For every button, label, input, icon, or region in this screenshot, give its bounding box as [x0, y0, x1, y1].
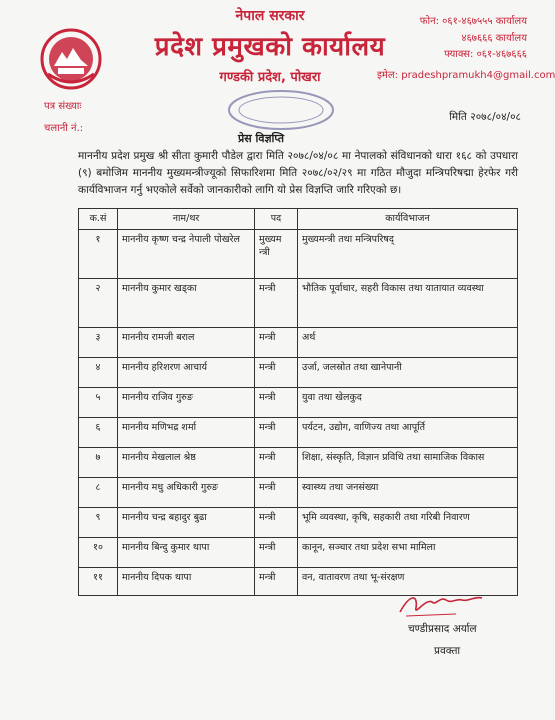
office-stamp-icon	[226, 88, 336, 132]
cell-serial: ५	[79, 388, 118, 418]
contact-block	[377, 14, 555, 84]
nepal-emblem-icon	[40, 28, 102, 90]
email-line[interactable]: इमेल: pradeshpramukh4@gmail.com	[377, 69, 555, 81]
cell-portfolio: युवा तथा खेलकुद	[298, 388, 518, 418]
dispatch-number-label: चलानी नं.:	[44, 123, 84, 134]
cell-portfolio: कानून, सञ्चार तथा प्रदेश सभा मामिला	[298, 538, 518, 568]
cell-post: मन्त्री	[255, 358, 298, 388]
cell-post: मन्त्री	[255, 279, 298, 328]
table-row	[79, 388, 518, 418]
government-name: नेपाल सरकार	[235, 8, 305, 24]
cabinet-table	[78, 208, 518, 596]
table-row	[79, 328, 518, 358]
header-serial: क.सं	[79, 209, 118, 230]
cell-portfolio: अर्थ	[298, 328, 518, 358]
cell-name: माननीय मेखलाल श्रेष्ठ	[118, 448, 255, 478]
cell-post: मन्त्री	[255, 478, 298, 508]
cell-portfolio: स्वास्थ्य तथा जनसंख्या	[298, 478, 518, 508]
cell-name: माननीय रामजी बराल	[118, 328, 255, 358]
table-header-row	[79, 209, 518, 230]
cell-post: मुख्यम न्त्री	[255, 230, 298, 279]
table-row	[79, 279, 518, 328]
cell-portfolio: भौतिक पूर्वाधार, सहरी विकास तथा यातायात व्यवस्था	[298, 279, 518, 328]
table-row	[79, 448, 518, 478]
cell-name: माननीय चन्द्र बहादुर बुढा	[118, 508, 255, 538]
phone-line-2: ४६७६६६ कार्यालय	[461, 32, 527, 44]
cell-portfolio: मुख्यमन्त्री तथा मन्त्रिपरिषद्	[298, 230, 518, 279]
cell-serial: ९	[79, 508, 118, 538]
cell-serial: २	[79, 279, 118, 328]
header-name: नाम/थर	[118, 209, 255, 230]
signatory-name: चण्डीप्रसाद अर्याल	[408, 623, 477, 635]
cell-name: माननीय कुमार खड्का	[118, 279, 255, 328]
cell-serial: ८	[79, 478, 118, 508]
cell-name: माननीय बिन्दु कुमार थापा	[118, 538, 255, 568]
cell-post: मन्त्री	[255, 328, 298, 358]
cell-serial: ३	[79, 328, 118, 358]
letter-number-label: पत्र संख्याः	[44, 101, 82, 112]
table-row	[79, 230, 518, 279]
table-row	[79, 478, 518, 508]
signature-icon	[396, 588, 486, 620]
cell-portfolio: भूमि व्यवस्था, कृषि, सहकारी तथा गरिबी निवारण	[298, 508, 518, 538]
header-portfolio: कार्यविभाजन	[298, 209, 518, 230]
office-location: गण्डकी प्रदेश, पोखरा	[219, 70, 321, 85]
header-post: पद	[255, 209, 298, 230]
cell-name: माननीय राजिव गुरुङ	[118, 388, 255, 418]
signatory-title: प्रवक्ता	[434, 645, 461, 657]
cell-portfolio: उर्जा, जलस्रोत तथा खानेपानी	[298, 358, 518, 388]
table-row	[79, 508, 518, 538]
cell-portfolio: शिक्षा, संस्कृति, विज्ञान प्रविधि तथा सामाजिक विकास	[298, 448, 518, 478]
cell-name: माननीय हरिशरण आचार्य	[118, 358, 255, 388]
office-name: प्रदेश प्रमुखको कार्यालय	[154, 32, 386, 62]
cell-post: मन्त्री	[255, 388, 298, 418]
cell-post: मन्त्री	[255, 538, 298, 568]
table-row	[79, 538, 518, 568]
fax-line: फ्याक्स: ०६१-४६७६६६	[444, 49, 527, 60]
cell-post: मन्त्री	[255, 568, 298, 596]
cell-name: माननीय दिपक थापा	[118, 568, 255, 596]
issue-date: मिति २०७८/०४/०८	[449, 111, 521, 123]
cell-post: मन्त्री	[255, 418, 298, 448]
cell-portfolio: वन, वातावरण तथा भू-संरक्षण	[298, 568, 518, 596]
cell-name: माननीय कृष्ण चन्द्र नेपाली पोखरेल	[118, 230, 255, 279]
press-release-title: प्रेस विज्ञप्ति	[238, 132, 285, 145]
letterhead	[120, 6, 420, 85]
table-row	[79, 418, 518, 448]
cell-serial: ६	[79, 418, 118, 448]
cell-serial: ११	[79, 568, 118, 596]
cell-serial: १०	[79, 538, 118, 568]
cell-name: माननीय मधु अधिकारी गुरुङ	[118, 478, 255, 508]
cell-serial: ४	[79, 358, 118, 388]
table-row	[79, 358, 518, 388]
cell-name: माननीय मणिभद्र शर्मा	[118, 418, 255, 448]
cell-serial: ७	[79, 448, 118, 478]
phone-line-1: फोन: ०६१-४६७५५५ कार्यालय	[419, 16, 527, 27]
press-release-body: माननीय प्रदेश प्रमुख श्री सीता कुमारी पौडेल द्वारा मिति २०७८/०४/०८ मा नेपालको संविधानको धारा १६८ को उपधारा (९) बमोजिम माननीय मुख्यमन्त्रीज्यूको सिफारिशमा मिति २०७८/०२/२९ मा गठित मौजुदा मन्त्रिपरिषद्मा हेरफेर गरी कार्यविभाजन गर्नु भएकोले सर्वेको जानकारीको लागि यो प्रेस विज्ञप्ति जारि गरिएको छ।	[78, 150, 518, 196]
cell-post: मन्त्री	[255, 508, 298, 538]
cell-portfolio: पर्यटन, उद्योग, वाणिज्य तथा आपूर्ति	[298, 418, 518, 448]
cell-serial: १	[79, 230, 118, 279]
cell-post: मन्त्री	[255, 448, 298, 478]
